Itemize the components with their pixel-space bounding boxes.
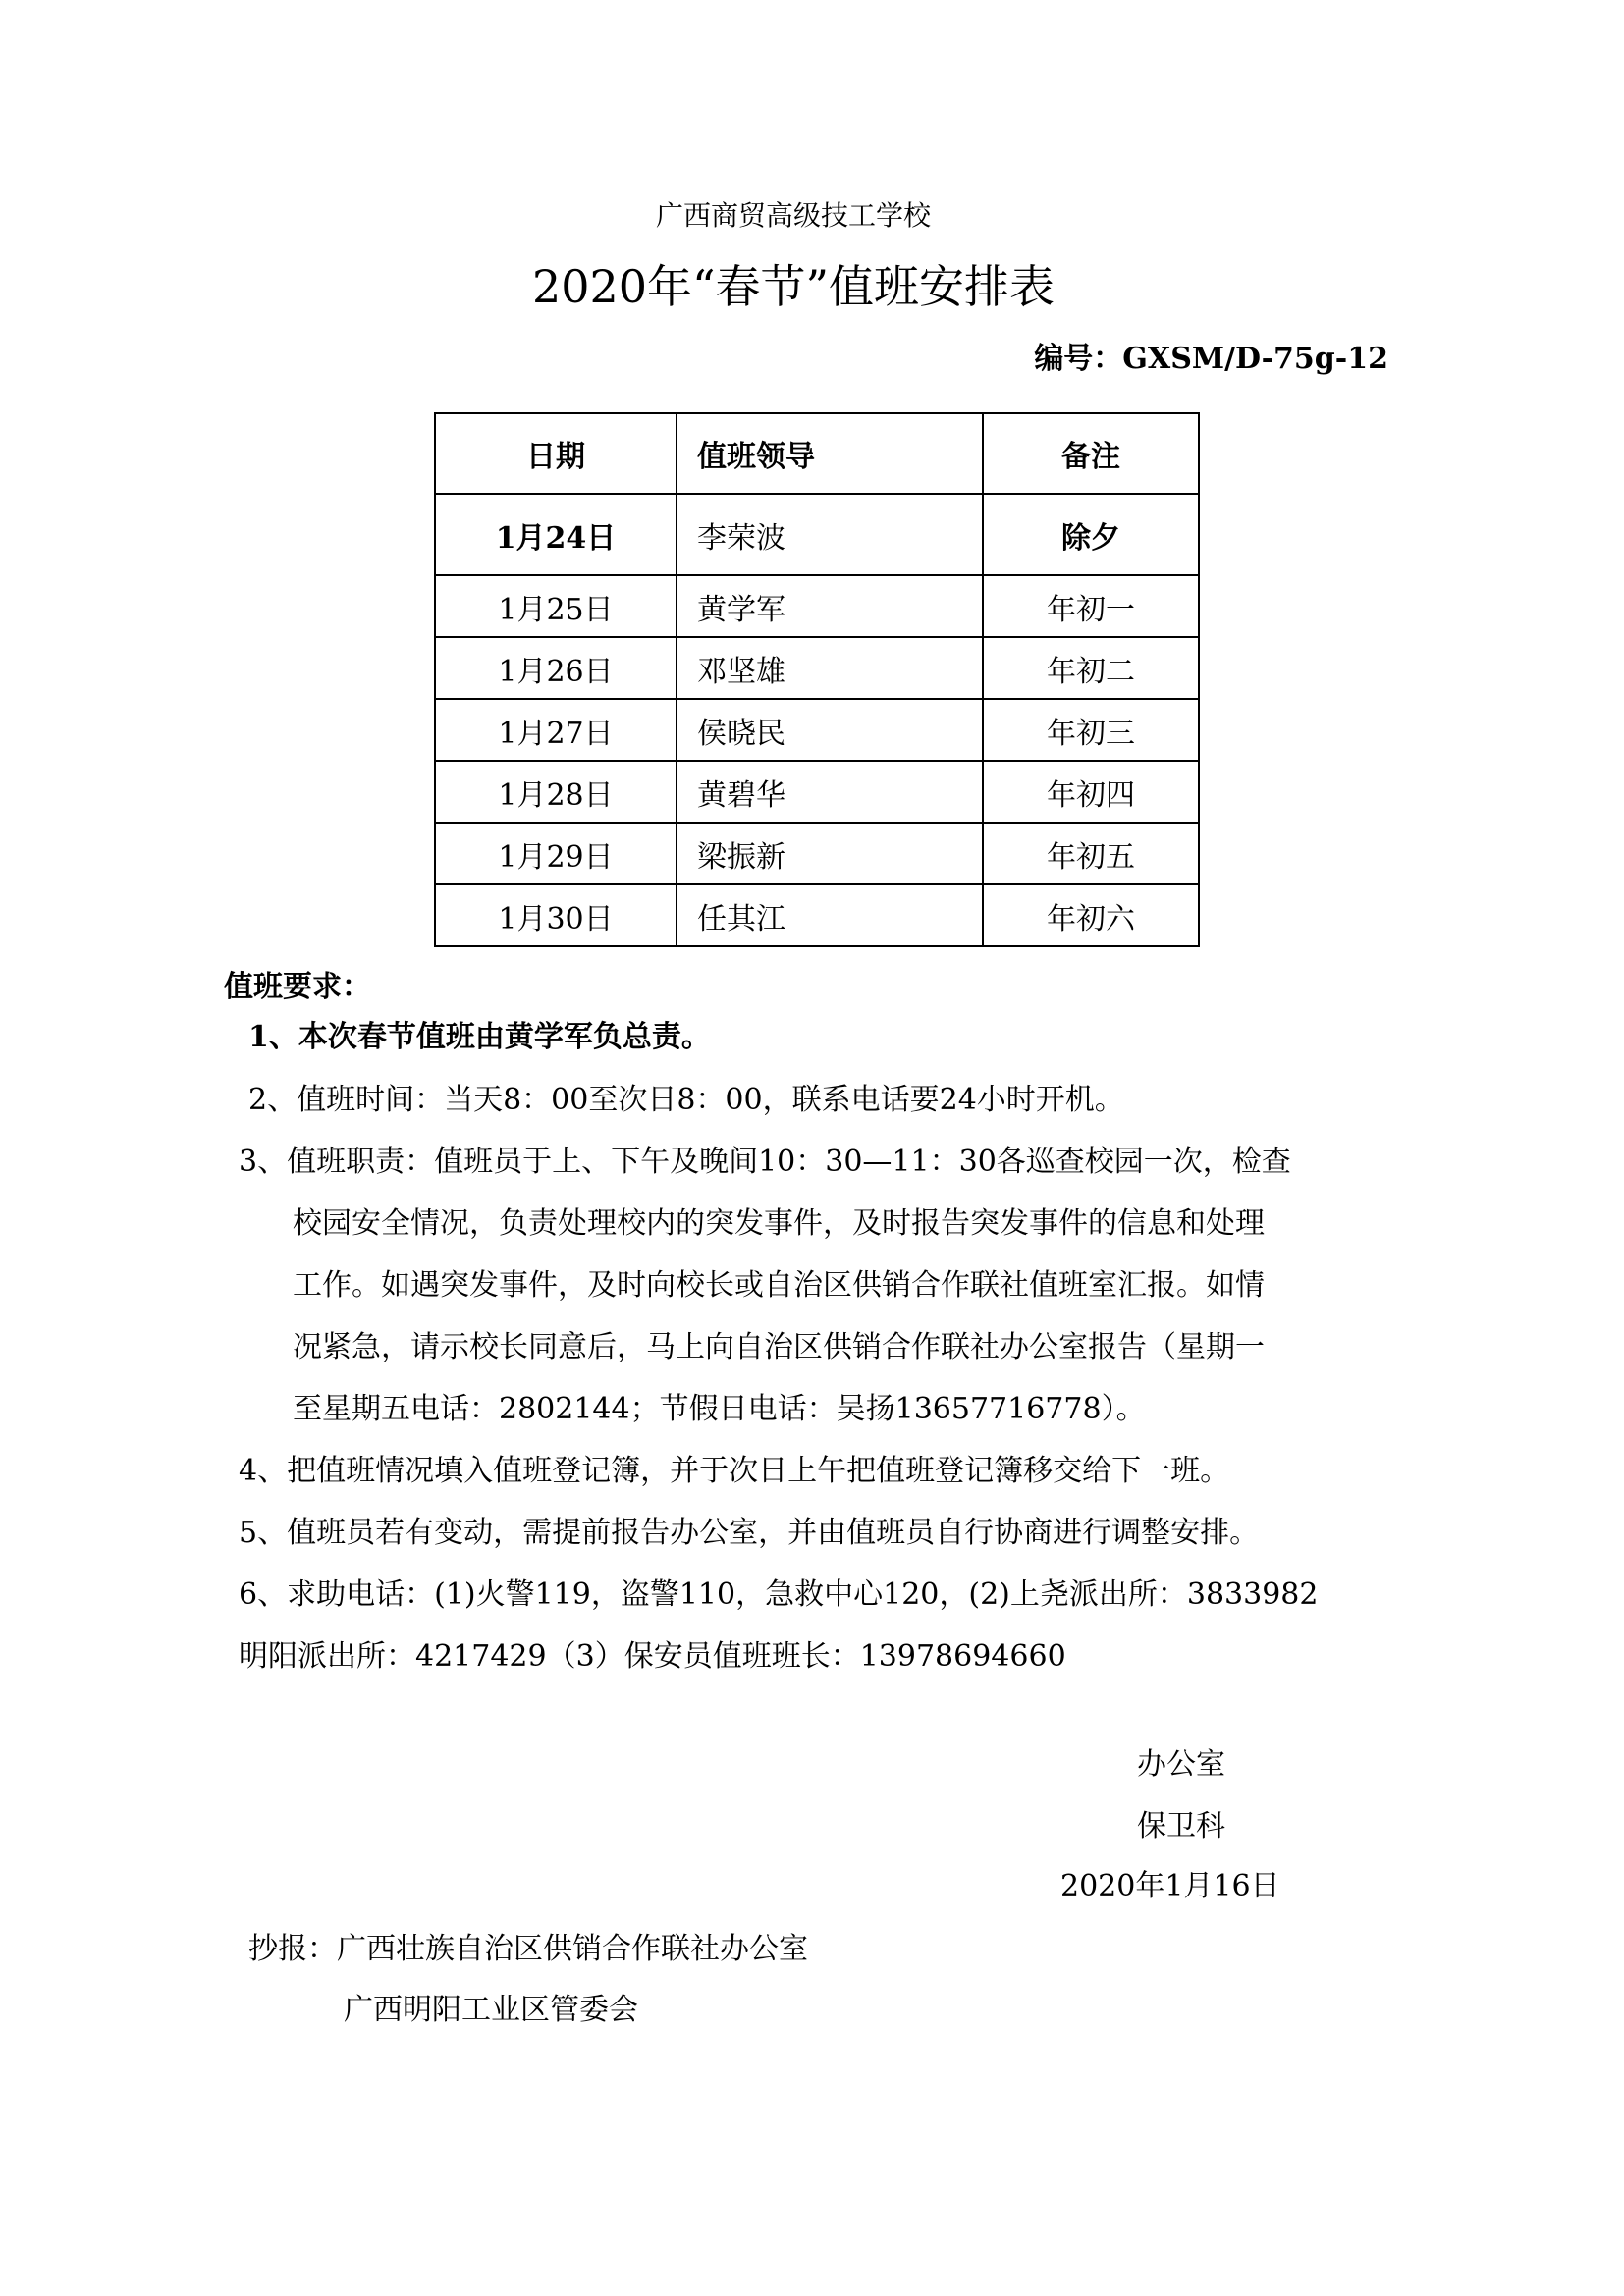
requirement-item-6-line-2: 明阳派出所：4217429（3）保安员值班班长：13978694660 <box>239 1639 1066 1674</box>
table-row <box>435 823 1199 884</box>
cell-date: 1月24日 <box>435 494 677 575</box>
cell-note: 年初六 <box>983 884 1199 946</box>
cell-leader: 侯晓民 <box>677 699 983 761</box>
cell-leader: 黄学军 <box>677 575 983 637</box>
requirements-title: 值班要求： <box>224 970 371 1004</box>
cell-note: 年初三 <box>983 699 1199 761</box>
table-row <box>435 699 1199 761</box>
cell-leader: 黄碧华 <box>677 761 983 823</box>
cc-line-1: 抄报：广西壮族自治区供销合作联社办公室 <box>248 1932 808 1966</box>
cell-note: 年初二 <box>983 637 1199 699</box>
signature-office: 办公室 <box>1137 1747 1225 1782</box>
requirement-item-3-line-3: 工作。如遇突发事件，及时向校长或自治区供销合作联社值班室汇报。如情 <box>293 1268 1265 1303</box>
cell-leader: 梁振新 <box>677 823 983 884</box>
table-header-row <box>435 413 1199 494</box>
column-header-date: 日期 <box>435 413 677 494</box>
table-row <box>435 761 1199 823</box>
signature-security-dept: 保卫科 <box>1137 1809 1225 1843</box>
signature-date: 2020年1月16日 <box>1060 1869 1280 1903</box>
cell-leader: 任其江 <box>677 884 983 946</box>
cell-date: 1月29日 <box>435 823 677 884</box>
column-header-note: 备注 <box>983 413 1199 494</box>
requirement-item-1: 1、本次春节值班由黄学军负总责。 <box>248 1020 711 1054</box>
requirement-item-4: 4、把值班情况填入值班登记簿，并于次日上午把值班登记簿移交给下一班。 <box>239 1454 1230 1488</box>
table-row <box>435 637 1199 699</box>
cell-note: 年初五 <box>983 823 1199 884</box>
requirement-item-6: 6、求助电话：(1)火警119，盗警110，急救中心120，(2)上尧派出所：3833982 <box>239 1577 1319 1612</box>
cell-note: 年初一 <box>983 575 1199 637</box>
requirement-item-3: 3、值班职责：值班员于上、下午及晚间10：30—11：30各巡查校园一次，检查 <box>239 1145 1291 1179</box>
cell-note: 除夕 <box>983 494 1199 575</box>
cell-leader: 李荣波 <box>677 494 983 575</box>
table-row <box>435 494 1199 575</box>
cell-date: 1月27日 <box>435 699 677 761</box>
requirement-item-2: 2、值班时间：当天8：00至次日8：00，联系电话要24小时开机。 <box>248 1083 1124 1117</box>
page-title: 2020年“春节”值班安排表 <box>531 260 1056 313</box>
cell-date: 1月25日 <box>435 575 677 637</box>
cell-note: 年初四 <box>983 761 1199 823</box>
cell-date: 1月28日 <box>435 761 677 823</box>
duty-schedule-table <box>434 412 1200 947</box>
table-row <box>435 575 1199 637</box>
requirement-item-5: 5、值班员若有变动，需提前报告办公室，并由值班员自行协商进行调整安排。 <box>239 1516 1260 1550</box>
cell-date: 1月30日 <box>435 884 677 946</box>
requirement-item-3-line-4: 况紧急，请示校长同意后，马上向自治区供销合作联社办公室报告（星期一 <box>293 1330 1265 1364</box>
cc-line-2: 广西明阳工业区管委会 <box>344 1993 638 2027</box>
document-number: 编号：GXSM/D-75g-12 <box>1034 342 1388 376</box>
requirement-item-3-line-2: 校园安全情况，负责处理校内的突发事件，及时报告突发事件的信息和处理 <box>293 1206 1265 1241</box>
table-row <box>435 884 1199 946</box>
column-header-leader: 值班领导 <box>677 413 983 494</box>
cell-date: 1月26日 <box>435 637 677 699</box>
requirement-item-3-line-5: 至星期五电话：2802144；节假日电话：吴扬13657716778）。 <box>293 1392 1146 1426</box>
cell-leader: 邓坚雄 <box>677 637 983 699</box>
school-name: 广西商贸高级技工学校 <box>655 199 931 232</box>
